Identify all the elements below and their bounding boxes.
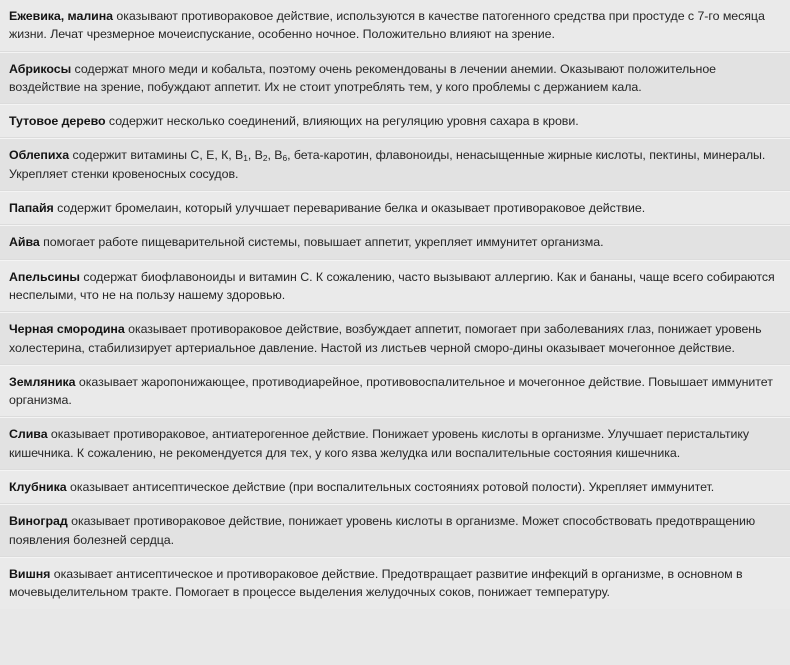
fruit-name: Папайя	[9, 201, 54, 216]
fruit-entry	[0, 557, 790, 609]
fruit-description: содержат биофлавоноиды и витамин С. К сожалению, часто вызывают аллергию. Как и бананы, чаще всего собираются неспелыми, что не на пользу нашему здоровью.	[9, 269, 775, 302]
fruit-entry	[0, 260, 790, 313]
fruit-entry	[0, 0, 790, 52]
fruit-name: Виноград	[9, 514, 68, 529]
fruit-description: содержит витамины С, Е, К, $В_1$, $В_2$, $В_6$, бета-каротин, флавоноиды, ненасыщенные жирные кислоты, пектины, минералы. Укрепляет стенки кровеносных сосудов.	[9, 148, 766, 181]
fruit-name: Земляника	[9, 374, 76, 389]
fruit-description: содержит бромелаин, который улучшает переваривание белка и оказывает противораковое действие.	[53, 201, 646, 216]
fruit-description: оказывает антисептическое действие (при воспалительных состояниях ротовой полости). Укрепляет иммунитет.	[66, 480, 715, 495]
fruit-entry	[0, 52, 790, 105]
fruit-entry	[0, 470, 790, 504]
fruit-name: Тутовое дерево	[9, 114, 106, 129]
fruit-description: оказывает жаропонижающее, противодиарейное, противовоспалительное и мочегонное действие. Повышает иммунитет организма.	[9, 374, 773, 408]
fruit-description: помогает работе пищеварительной системы, повышает аппетит, укрепляет иммунитет организма.	[39, 235, 604, 250]
fruit-entry	[0, 365, 790, 418]
vitamin-subscript: 1	[243, 153, 248, 164]
fruit-entry	[0, 104, 790, 138]
fruit-description: оказывает противораковое, антиатерогенное действие. Понижает уровень кислоты в организме. Улучшает перистальтику кишечника. К сожалению, не рекомендуется для тех, у кого язва желудка или воспалительные состояния кишечника.	[9, 427, 750, 460]
fruit-name: Айва	[9, 235, 40, 250]
fruit-description: содержит несколько соединений, влияющих на регуляцию уровня сахара в крови.	[105, 114, 579, 129]
fruit-name: Апельсины	[9, 269, 80, 284]
fruit-entry	[0, 312, 790, 365]
fruit-name: Ежевика, малина	[9, 9, 113, 23]
fruit-entry	[0, 138, 790, 191]
fruit-entry	[0, 504, 790, 557]
fruit-entry	[0, 417, 790, 470]
fruit-description: оказывают противораковое действие, используются в качестве патогенного средства при простуде с 7-го месяца жизни. Лечат чрезмерное мочеиспускание, особенно ночное. Положительно влияют на зрение.	[9, 9, 765, 42]
fruit-description: оказывает антисептическое и противораковое действие. Предотвращает развитие инфекций в организме, в основном в мочевыделительном тракте. Помогает в процессе выделения желудочных соков, понижает температуру.	[9, 566, 743, 600]
fruit-name: Вишня	[9, 566, 51, 581]
fruit-name: Слива	[9, 427, 48, 442]
fruit-name: Черная смородина	[9, 322, 125, 337]
vitamin-subscript: 2	[262, 153, 268, 164]
fruit-description: оказывает противораковое действие, возбуждает аппетит, помогает при заболеваниях глаз, понижает уровень холестерина, стабилизирует артериальное давление. Настой из листьев черной сморо-дины оказывает мочегонное действие.	[9, 322, 762, 355]
fruit-name: Абрикосы	[9, 61, 72, 76]
fruit-entry	[0, 191, 790, 225]
fruit-name: Облепиха	[9, 148, 70, 163]
vitamin-subscript: 6	[282, 153, 288, 164]
fruit-entry	[0, 225, 790, 259]
fruit-name: Клубника	[9, 480, 67, 495]
fruit-description: содержат много меди и кобальта, поэтому очень рекомендованы в лечении анемии. Оказывают положительное воздействие на зрение, побуждают аппетит. Их не стоит употреблять тем, у кого проблемы с держанием кала.	[9, 61, 717, 94]
fruit-description: оказывает противораковое действие, понижает уровень кислоты в организме. Может способствовать предотвращению появления болезней сердца.	[9, 514, 756, 547]
